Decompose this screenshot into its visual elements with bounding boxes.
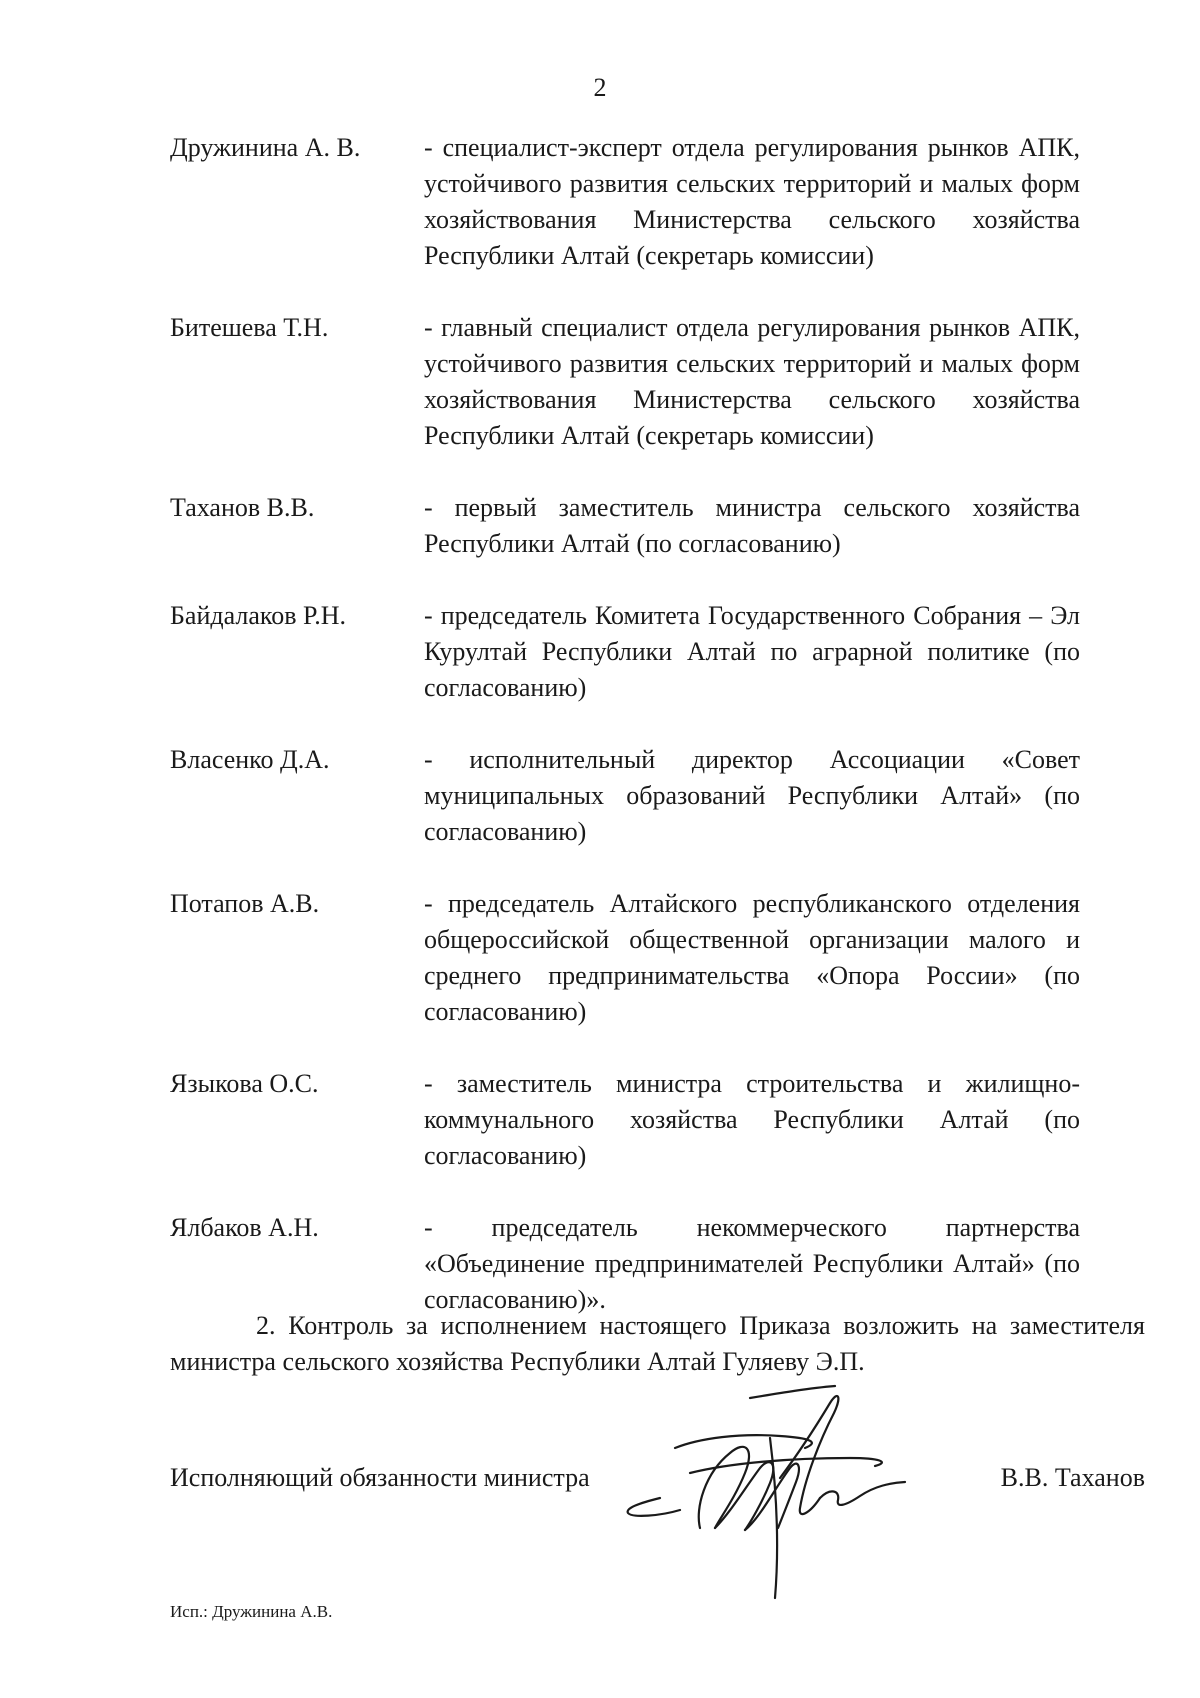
member-role: - исполнительный директор Ассоциации «Совет муниципальных образований Республики Алтай» (по согласованию) — [424, 745, 1080, 846]
member-name: Таханов В.В. — [170, 493, 315, 522]
member-name: Языкова О.С. — [170, 1069, 319, 1098]
member-name: Байдалаков Р.Н. — [170, 601, 346, 630]
member-row — [170, 742, 1080, 850]
member-name: Ялбаков А.Н. — [170, 1213, 319, 1242]
member-role: - заместитель министра строительства и жилищно-коммунального хозяйства Республики Алтай (по согласованию) — [424, 1069, 1080, 1170]
clause-2-paragraph: 2. Контроль за исполнением настоящего Приказа возложить на заместителя министра сельского хозяйства Республики Алтай Гуляеву Э.П. — [170, 1311, 1145, 1376]
member-row — [170, 886, 1080, 1030]
member-name: Дружинина А. В. — [170, 133, 361, 162]
member-name: Битешева Т.Н. — [170, 313, 329, 342]
member-row — [170, 1066, 1080, 1174]
member-role: - председатель некоммерческого партнерства «Объединение предпринимателей Республики Алтай» (по согласованию)». — [424, 1213, 1080, 1314]
signer-name: В.В. Таханов — [1000, 1463, 1145, 1492]
member-row — [170, 598, 1080, 706]
member-row — [170, 1210, 1080, 1318]
member-row — [170, 310, 1080, 454]
page-number: 2 — [593, 73, 607, 102]
member-role: - первый заместитель министра сельского хозяйства Республики Алтай (по согласованию) — [424, 493, 1080, 558]
signer-title: Исполняющий обязанности министра — [170, 1463, 590, 1492]
member-role: - председатель Комитета Государственного Собрания – Эл Курултай Республики Алтай по аграрной политике (по согласованию) — [424, 601, 1080, 702]
member-name: Потапов А.В. — [170, 889, 320, 918]
member-row — [170, 490, 1080, 562]
member-role: - главный специалист отдела регулирования рынков АПК, устойчивого развития сельских территорий и малых форм хозяйствования Министерства сельского хозяйства Республики Алтай (секретарь комиссии) — [424, 313, 1080, 450]
member-role: - председатель Алтайского республиканского отделения общероссийской общественной организации малого и среднего предпринимательства «Опора России» (по согласованию) — [424, 889, 1080, 1026]
member-row — [170, 130, 1080, 274]
member-name: Власенко Д.А. — [170, 745, 330, 774]
handwritten-signature — [620, 1378, 950, 1608]
executor-note: Исп.: Дружинина А.В. — [170, 1602, 333, 1621]
member-role: - специалист-эксперт отдела регулирования рынков АПК, устойчивого развития сельских территорий и малых форм хозяйствования Министерства сельского хозяйства Республики Алтай (секретарь комиссии) — [424, 133, 1080, 270]
commission-members-list — [170, 130, 1080, 1318]
